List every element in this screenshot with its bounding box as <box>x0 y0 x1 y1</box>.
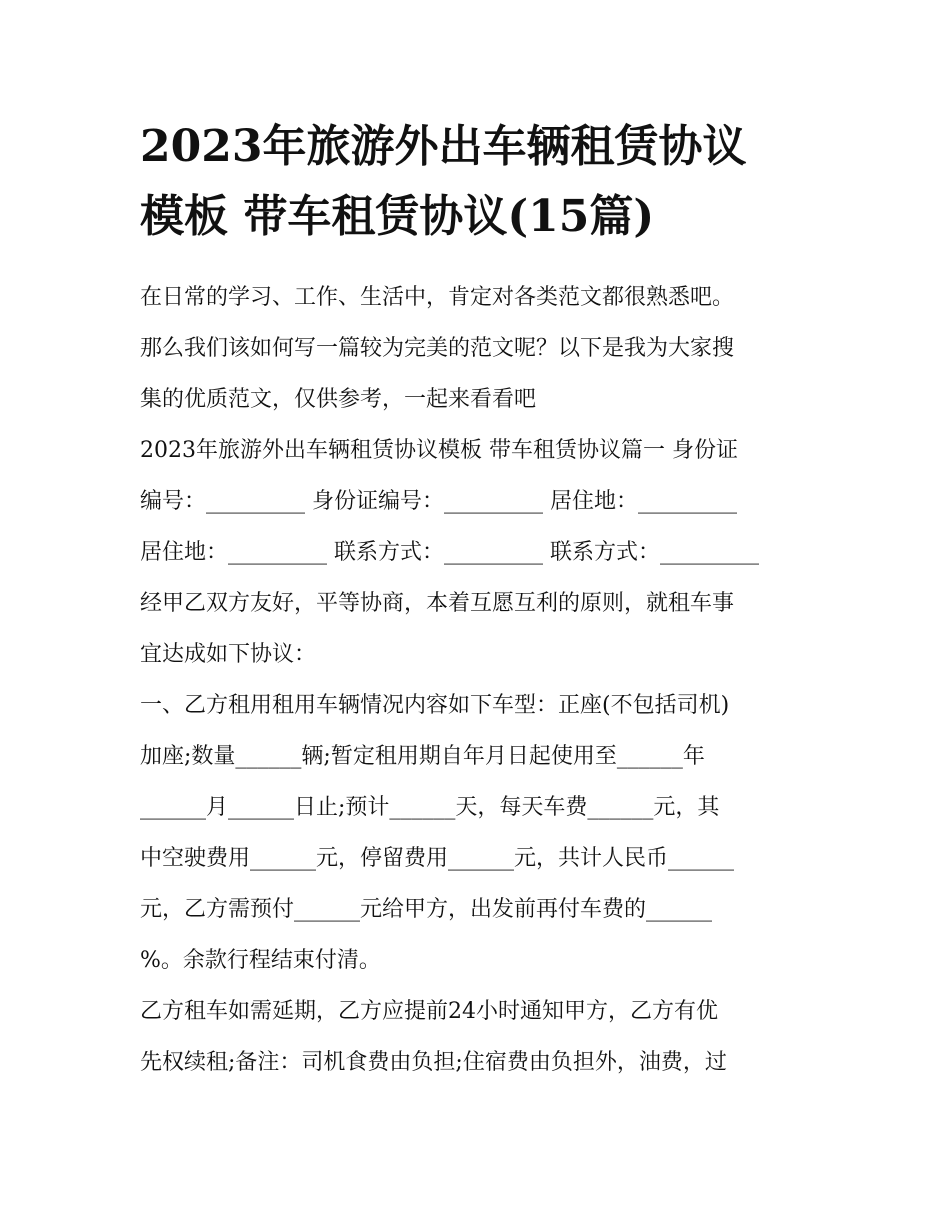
body-line-5: 编号：_________ 身份证编号：_________ 居住地：_________ <box>140 489 737 514</box>
body-line-3: 集的优质范文，仅供参考，一起来看看吧 <box>140 387 537 412</box>
body-line-12: 中空驶费用______元，停留费用______元，共计人民币______ <box>140 846 735 871</box>
body-line-8: 宜达成如下协议： <box>140 642 317 667</box>
document-title <box>140 112 840 252</box>
body-line-4: 2023年旅游外出车辆租赁协议模板 带车租赁协议篇一 身份证 <box>140 438 738 463</box>
body-line-1: 在日常的学习、工作、生活中，肯定对各类范文都很熟悉吧。 <box>140 285 735 310</box>
body-line-10: 加座;数量______辆;暂定租用期自年月日起使用至______年 <box>140 744 705 769</box>
body-line-14: %。余款行程结束付清。 <box>140 948 381 973</box>
body-line-11: ______月______日止;预计______天，每天车费______元，其 <box>140 795 720 820</box>
document-body <box>140 272 820 1088</box>
title-line-2: 模板 带车租赁协议(15篇) <box>140 191 655 242</box>
body-line-7: 经甲乙双方友好，平等协商，本着互愿互利的原则，就租车事 <box>140 591 735 616</box>
body-line-6: 居住地：_________ 联系方式：_________ 联系方式：_________ <box>140 540 759 565</box>
body-line-15: 乙方租车如需延期，乙方应提前24小时通知甲方，乙方有优 <box>140 999 718 1024</box>
body-line-9: 一、乙方租用租用车辆情况内容如下车型：正座(不包括司机) <box>140 693 730 718</box>
title-line-1: 2023年旅游外出车辆租赁协议 <box>140 121 747 172</box>
body-line-16: 先权续租;备注：司机食费由负担;住宿费由负担外，油费，过 <box>140 1050 727 1075</box>
body-line-2: 那么我们该如何写一篇较为完美的范文呢？以下是我为大家搜 <box>140 336 735 361</box>
body-line-13: 元，乙方需预付______元给甲方，出发前再付车费的______ <box>140 897 713 922</box>
